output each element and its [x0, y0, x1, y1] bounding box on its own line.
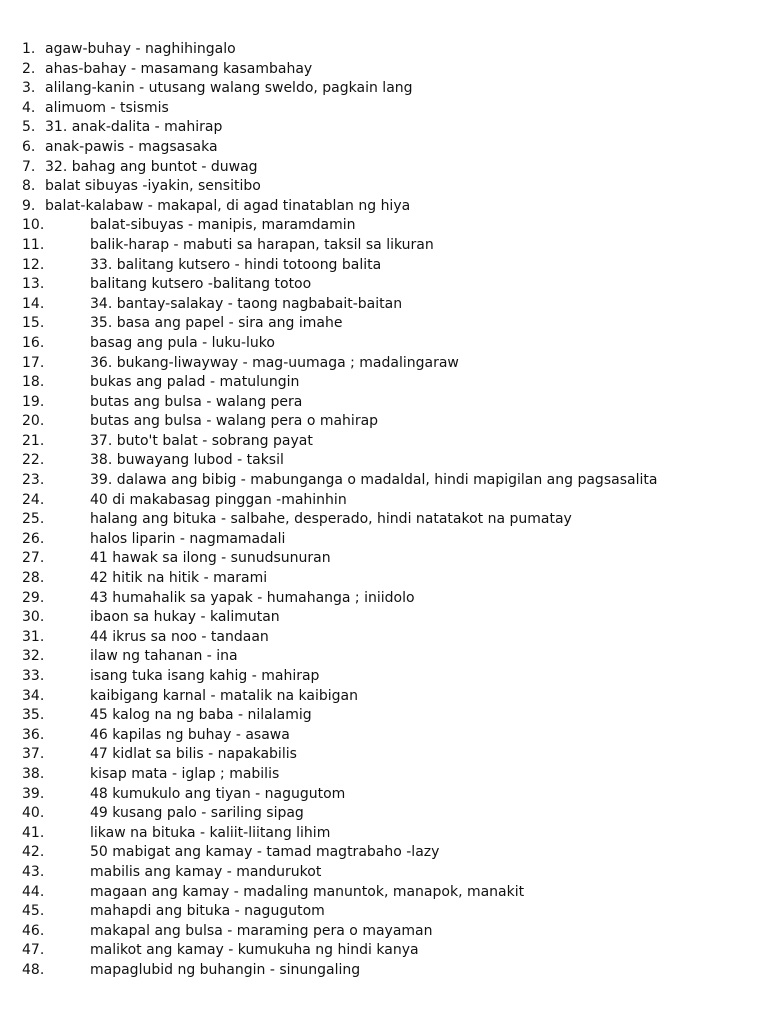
list-item-text: 40 di makabasag pinggan -mahinhin	[90, 491, 347, 508]
list-item-number: 26.	[22, 530, 45, 547]
list-item-number: 6.	[22, 138, 36, 155]
list-item-number: 30.	[22, 609, 45, 626]
list-item	[22, 706, 752, 726]
list-item-number: 3.	[22, 80, 36, 97]
list-item	[22, 236, 752, 256]
list-item-text: alilang-kanin - utusang walang sweldo, pagkain lang	[45, 80, 413, 97]
list-item-number: 31.	[22, 628, 45, 645]
list-item	[22, 177, 752, 197]
list-item	[22, 667, 752, 687]
list-item-number: 20.	[22, 413, 45, 430]
list-item	[22, 549, 752, 569]
list-item-text: 49 kusang palo - sariling sipag	[90, 805, 304, 822]
list-item	[22, 726, 752, 746]
list-item-number: 17.	[22, 354, 45, 371]
list-item	[22, 138, 752, 158]
list-item-number: 42.	[22, 844, 45, 861]
list-item-text: halos liparin - nagmamadali	[90, 530, 286, 547]
list-item-text: mabilis ang kamay - mandurukot	[90, 863, 322, 880]
list-item	[22, 295, 752, 315]
list-item-number: 25.	[22, 511, 45, 528]
list-item-number: 15.	[22, 315, 45, 332]
list-item-text: alimuom - tsismis	[45, 99, 169, 116]
list-item-number: 46.	[22, 922, 45, 939]
list-item-text: kisap mata - iglap ; mabilis	[90, 765, 280, 782]
list-item-text: mahapdi ang bituka - nagugutom	[90, 903, 325, 920]
list-item-number: 7.	[22, 158, 36, 175]
list-item-number: 23.	[22, 472, 45, 489]
list-item	[22, 491, 752, 511]
list-item-text: balik-harap - mabuti sa harapan, taksil sa likuran	[90, 236, 434, 253]
list-item-number: 33.	[22, 668, 45, 684]
list-item-text: isang tuka isang kahig - mahirap	[90, 668, 320, 684]
list-item-number: 47.	[22, 942, 45, 959]
list-item-number: 11.	[22, 236, 45, 253]
list-item-text: magaan ang kamay - madaling manuntok, manapok, manakit	[90, 883, 525, 900]
list-item-text: 37. buto't balat - sobrang payat	[90, 432, 313, 449]
list-item	[22, 785, 752, 805]
list-item	[22, 275, 752, 295]
list-item-number: 48.	[22, 961, 45, 978]
list-item	[22, 530, 752, 550]
list-item-number: 44.	[22, 883, 45, 900]
list-item-text: makapal ang bulsa - maraming pera o mayaman	[90, 922, 433, 939]
list-item-number: 37.	[22, 746, 45, 763]
list-item	[22, 79, 752, 99]
list-item	[22, 883, 752, 903]
list-item-text: halang ang bituka - salbahe, desperado, hindi natatakot na pumatay	[90, 511, 572, 528]
list-item-text: kaibigang karnal - matalik na kaibigan	[90, 687, 358, 704]
list-item-text: 46 kapilas ng buhay - asawa	[90, 726, 290, 743]
list-item-number: 4.	[22, 99, 36, 116]
list-item-text: butas ang bulsa - walang pera	[90, 393, 303, 410]
list-item-text: basag ang pula - luku-luko	[90, 334, 275, 351]
list-item	[22, 824, 752, 844]
list-item-text: 32. bahag ang buntot - duwag	[45, 158, 258, 175]
list-item-text: 43 humahalik sa yapak - humahanga ; iniidolo	[90, 589, 415, 606]
list-item	[22, 863, 752, 883]
list-item-text: 42 hitik na hitik - marami	[90, 570, 268, 587]
list-item	[22, 589, 752, 609]
list-item-text: 50 mabigat ang kamay - tamad magtrabaho -lazy	[90, 844, 440, 861]
list-item	[22, 745, 752, 765]
list-item-number: 13.	[22, 276, 45, 293]
list-item-number: 5.	[22, 119, 36, 136]
list-item-number: 28.	[22, 570, 45, 587]
list-item	[22, 569, 752, 589]
list-item-text: likaw na bituka - kaliit-liitang lihim	[90, 824, 331, 841]
list-item-number: 14.	[22, 295, 45, 312]
list-item-text: 38. buwayang lubod - taksil	[90, 452, 284, 469]
list-item-number: 35.	[22, 707, 45, 724]
list-item-text: ahas-bahay - masamang kasambahay	[45, 60, 313, 77]
list-item	[22, 197, 752, 217]
list-item-number: 16.	[22, 334, 45, 351]
list-item	[22, 608, 752, 628]
list-item-text: 44 ikrus sa noo - tandaan	[90, 628, 269, 645]
list-item-number: 41.	[22, 824, 45, 841]
list-item-text: 41 hawak sa ilong - sunudsunuran	[90, 550, 331, 567]
list-item	[22, 647, 752, 667]
list-item	[22, 99, 752, 119]
list-item-text: butas ang bulsa - walang pera o mahirap	[90, 413, 379, 430]
list-item-number: 9.	[22, 197, 36, 214]
list-item-text: 33. balitang kutsero - hindi totoong balita	[90, 256, 382, 273]
list-item-number: 39.	[22, 785, 45, 802]
list-item	[22, 687, 752, 707]
list-item-number: 36.	[22, 726, 45, 743]
list-item-text: 35. basa ang papel - sira ang imahe	[90, 315, 343, 332]
list-item	[22, 843, 752, 863]
list-item-text: 34. bantay-salakay - taong nagbabait-baitan	[90, 295, 403, 312]
list-item-number: 12.	[22, 256, 45, 273]
list-item-text: balitang kutsero -balitang totoo	[90, 276, 312, 293]
list-item	[22, 902, 752, 922]
list-item	[22, 216, 752, 236]
list-item-text: balat-sibuyas - manipis, maramdamin	[90, 217, 356, 234]
list-item-number: 38.	[22, 765, 45, 782]
list-item	[22, 941, 752, 961]
list-item-number: 32.	[22, 648, 45, 665]
list-item-text: balat-kalabaw - makapal, di agad tinatablan ng hiya	[45, 197, 411, 214]
list-item	[22, 334, 752, 354]
list-item-text: 36. bukang-liwayway - mag-uumaga ; madalingaraw	[90, 354, 459, 371]
list-item-text: balat sibuyas -iyakin, sensitibo	[45, 178, 261, 195]
list-item	[22, 471, 752, 491]
list-item-number: 24.	[22, 491, 45, 508]
list-item	[22, 765, 752, 785]
list-item-number: 27.	[22, 550, 45, 567]
list-item	[22, 922, 752, 942]
list-item	[22, 118, 752, 138]
list-item-number: 2.	[22, 60, 36, 77]
list-item-text: mapaglubid ng buhangin - sinungaling	[90, 961, 361, 978]
list-item-text: 48 kumukulo ang tiyan - nagugutom	[90, 785, 346, 802]
list-item	[22, 314, 752, 334]
list-item-number: 1.	[22, 41, 36, 57]
list-item-text: bukas ang palad - matulungin	[90, 374, 300, 391]
list-item-text: anak-pawis - magsasaka	[45, 138, 218, 155]
list-item	[22, 628, 752, 648]
list-item	[22, 432, 752, 452]
list-item	[22, 510, 752, 530]
list-item	[22, 354, 752, 374]
list-item-number: 45.	[22, 903, 45, 920]
list-item-text: 31. anak-dalita - mahirap	[45, 119, 223, 136]
list-item-text: agaw-buhay - naghihingalo	[45, 41, 236, 57]
list-item-text: ibaon sa hukay - kalimutan	[90, 609, 280, 626]
idiom-list	[22, 40, 752, 981]
list-item	[22, 373, 752, 393]
list-item	[22, 961, 752, 981]
list-item-text: malikot ang kamay - kumukuha ng hindi kanya	[90, 942, 419, 959]
list-item-number: 29.	[22, 589, 45, 606]
list-item	[22, 60, 752, 80]
list-item	[22, 40, 752, 60]
list-item-number: 43.	[22, 863, 45, 880]
list-item-text: 39. dalawa ang bibig - mabunganga o madaldal, hindi mapigilan ang pagsasalita	[90, 472, 658, 489]
list-item-text: 45 kalog na ng baba - nilalamig	[90, 707, 312, 724]
list-item-number: 34.	[22, 687, 45, 704]
list-item-number: 40.	[22, 805, 45, 822]
list-item-text: ilaw ng tahanan - ina	[90, 648, 238, 665]
list-item-number: 19.	[22, 393, 45, 410]
list-item	[22, 451, 752, 471]
list-item-number: 22.	[22, 452, 45, 469]
list-item-number: 21.	[22, 432, 45, 449]
list-item	[22, 412, 752, 432]
list-item	[22, 393, 752, 413]
list-item	[22, 256, 752, 276]
list-item-text: 47 kidlat sa bilis - napakabilis	[90, 746, 297, 763]
list-item	[22, 804, 752, 824]
list-item-number: 10.	[22, 217, 45, 234]
list-item-number: 18.	[22, 374, 45, 391]
list-item	[22, 158, 752, 178]
list-item-number: 8.	[22, 178, 36, 195]
